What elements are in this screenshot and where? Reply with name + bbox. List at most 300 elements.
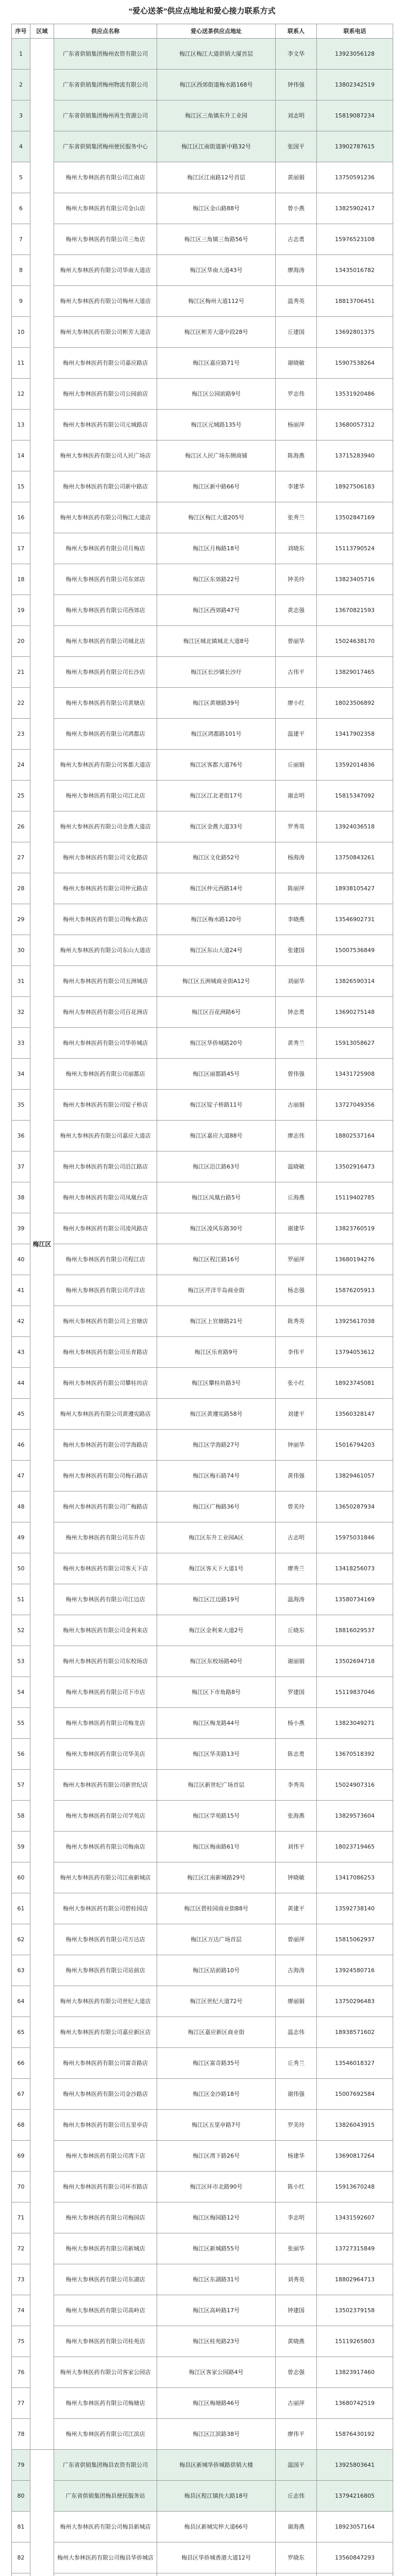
contact-phone: 13826590314 xyxy=(317,966,393,997)
row-number: 67 xyxy=(12,2079,30,2110)
site-name: 广东省供销集团梅县农资有限公司 xyxy=(54,2450,157,2481)
row-number: 2 xyxy=(12,70,30,100)
row-number: 66 xyxy=(12,2048,30,2079)
site-name: 梅州大参林医药有限公司百花洲店 xyxy=(54,997,157,1028)
row-number: 48 xyxy=(12,1492,30,1522)
contact-phone: 18938571602 xyxy=(317,2017,393,2048)
contact-phone: 13924036518 xyxy=(317,811,393,842)
site-name: 梅州大参林医药有限公司梅石路店 xyxy=(54,1461,157,1492)
contact-name: 温秀英 xyxy=(276,286,317,317)
site-name: 梅州大参林医药有限公司江南店 xyxy=(54,162,157,193)
contact-name: 曾小燕 xyxy=(276,193,317,224)
contact-name: 刘晓东 xyxy=(276,533,317,564)
contact-name: 罗美玲 xyxy=(276,2110,317,2141)
contact-phone: 15876205913 xyxy=(317,1275,393,1306)
contact-name: 李秀英 xyxy=(276,1770,317,1801)
row-number: 23 xyxy=(12,719,30,750)
contact-name: 钟建国 xyxy=(276,2295,317,2326)
contact-name: 黄伟强 xyxy=(276,1461,317,1492)
contact-name: 刘志明 xyxy=(276,100,317,131)
site-address: 梅江区西郊路47号 xyxy=(157,595,276,626)
site-name: 梅州大参林医药有限公司湾下店 xyxy=(54,2141,157,2172)
site-name: 广东省供销集团梅州物流有限公司 xyxy=(54,70,157,100)
site-name: 梅州大参林医药有限公司月梅店 xyxy=(54,533,157,564)
site-name: 梅州大参林医药有限公司梅州大道店 xyxy=(54,286,157,317)
row-number: 27 xyxy=(12,842,30,873)
site-address: 梅江区金沙路18号 xyxy=(157,2079,276,2110)
site-name: 梅州大参林医药有限公司东郊店 xyxy=(54,564,157,595)
row-number: 9 xyxy=(12,286,30,317)
contact-phone: 15976523108 xyxy=(317,224,393,255)
site-address: 梅江区攀桂坊路3号 xyxy=(157,1368,276,1399)
contact-phone: 13502694718 xyxy=(317,1646,393,1677)
row-number: 57 xyxy=(12,1770,30,1801)
site-name: 梅州大参林医药有限公司梅县新城店 xyxy=(54,2512,157,2543)
contact-name: 刘秀英 xyxy=(276,2264,317,2295)
contact-phone: 13560847293 xyxy=(317,2543,393,2573)
contact-name: 古志明 xyxy=(276,1522,317,1553)
contact-phone: 13502916473 xyxy=(317,1151,393,1182)
site-address: 梅江区江南街道新中路32号 xyxy=(157,131,276,162)
contact-name: 黄丽娟 xyxy=(276,162,317,193)
region-cell: 梅江区 xyxy=(30,39,54,2450)
contact-phone: 13580734169 xyxy=(317,1584,393,1615)
contact-name: 杨志强 xyxy=(276,1275,317,1306)
contact-phone: 13502379158 xyxy=(317,2295,393,2326)
site-address: 梅江区江滨路38号 xyxy=(157,2419,276,2450)
contact-phone: 13823049271 xyxy=(317,1708,393,1739)
row-number: 30 xyxy=(12,935,30,966)
site-address: 梅江区锭子桥路11号 xyxy=(157,1090,276,1121)
site-name: 梅州大参林医药有限公司五洲城店 xyxy=(54,966,157,997)
contact-phone xyxy=(317,2573,393,2576)
row-number: 73 xyxy=(12,2264,30,2295)
site-address: 梅江区梅园路12号 xyxy=(157,2202,276,2233)
contact-phone: 13715283940 xyxy=(317,440,393,471)
site-name: 梅州大参林医药有限公司站前店 xyxy=(54,1955,157,1986)
site-address: 梅江区学海路27号 xyxy=(157,1430,276,1461)
contact-phone: 13417086253 xyxy=(317,1862,393,1893)
contact-name: 陈小红 xyxy=(276,2172,317,2202)
row-number: 62 xyxy=(12,1924,30,1955)
site-address: 梅江区上官塘路21号 xyxy=(157,1306,276,1337)
contact-phone: 15016794203 xyxy=(317,1430,393,1461)
site-address: 梅江区新城路55号 xyxy=(157,2233,276,2264)
site-name: 梅州大参林医药有限公司富奇路店 xyxy=(54,2048,157,2079)
site-name: 梅州大参林医药有限公司彬芳大道店 xyxy=(54,317,157,348)
row-number: 79 xyxy=(12,2450,30,2481)
contact-name: 温国平 xyxy=(276,2450,317,2481)
site-name: 梅州大参林医药有限公司金沙路店 xyxy=(54,2079,157,2110)
site-name: 梅州大参林医药有限公司梅江大道店 xyxy=(54,502,157,533)
contact-phone: 13680742519 xyxy=(317,2388,393,2419)
row-number: 52 xyxy=(12,1615,30,1646)
contact-phone: 13431725908 xyxy=(317,1059,393,1090)
site-address: 梅江区月梅路18号 xyxy=(157,533,276,564)
site-name: 梅州大参林医药有限公司黄塘店 xyxy=(54,688,157,719)
site-name: 梅州大参林医药有限公司芹洋店 xyxy=(54,1275,157,1306)
site-name: 梅州大参林医药有限公司上官塘店 xyxy=(54,1306,157,1337)
table-header-row xyxy=(12,24,393,39)
contact-name: 杨丽萍 xyxy=(276,410,317,440)
site-address: 梅江区客都大道76号 xyxy=(157,750,276,781)
contact-phone: 15024907316 xyxy=(317,1770,393,1801)
contact-name: 丘丽娟 xyxy=(276,750,317,781)
site-name: 梅州大参林医药有限公司金利来店 xyxy=(54,1615,157,1646)
row-number: 32 xyxy=(12,997,30,1028)
site-name: 梅州大参林医药有限公司沿江路店 xyxy=(54,1151,157,1182)
row-number: 49 xyxy=(12,1522,30,1553)
contact-name: 曾志强 xyxy=(276,2357,317,2388)
site-address: 梅县区程江镇扶大路18号 xyxy=(157,2481,276,2512)
site-address: 梅江区梅龙路44号 xyxy=(157,1708,276,1739)
site-address: 梅江区东郊路22号 xyxy=(157,564,276,595)
site-name: 梅州大参林医药有限公司广梅路店 xyxy=(54,1492,157,1522)
site-name: 梅州大参林医药有限公司锭子桥店 xyxy=(54,1090,157,1121)
contact-name: 钟丽华 xyxy=(276,1430,317,1461)
site-name: 梅州大参林医药有限公司长沙店 xyxy=(54,657,157,688)
contact-phone: 13794053612 xyxy=(317,1337,393,1368)
contact-phone: 13531920486 xyxy=(317,379,393,410)
site-address: 梅县区新城宪梓大道66号 xyxy=(157,2512,276,2543)
contact-name: 曾伟强 xyxy=(276,1059,317,1090)
row-number: 76 xyxy=(12,2357,30,2388)
contact-phone: 15815062937 xyxy=(317,1924,393,1955)
site-address: 梅江区江北老街17号 xyxy=(157,781,276,811)
row-number: 21 xyxy=(12,657,30,688)
site-name: 梅州大参林医药有限公司嘉应路店 xyxy=(54,348,157,379)
site-name: 广东省供销集团梅州再生资源公司 xyxy=(54,100,157,131)
site-name: 广东省供销集团梅州农资有限公司 xyxy=(54,39,157,70)
row-number: 42 xyxy=(12,1306,30,1337)
site-name: 梅州大参林医药有限公司新城店 xyxy=(54,2233,157,2264)
contact-name: 廖海涛 xyxy=(276,255,317,286)
contact-phone: 13727049356 xyxy=(317,1090,393,1121)
site-address: 梅江区凤凰台路5号 xyxy=(157,1182,276,1213)
row-number: 44 xyxy=(12,1368,30,1399)
row-number: 8 xyxy=(12,255,30,286)
row-number: 68 xyxy=(12,2110,30,2141)
site-address: 梅江区新世纪广场首层 xyxy=(157,1770,276,1801)
contact-name: 丘志伟 xyxy=(276,2481,317,2512)
contact-name: 钟伟强 xyxy=(276,70,317,100)
row-number: 22 xyxy=(12,688,30,719)
row-number: 60 xyxy=(12,1862,30,1893)
contact-name: 丘秀兰 xyxy=(276,2048,317,2079)
site-name: 梅州大参林医药有限公司梅水路店 xyxy=(54,904,157,935)
contact-name: 张秀兰 xyxy=(276,502,317,533)
site-address: 梅江区嘉应路71号 xyxy=(157,348,276,379)
site-address: 梅江区学苑路15号 xyxy=(157,1801,276,1832)
site-name: 梅州大参林医药有限公司新中路店 xyxy=(54,471,157,502)
contact-name: 古丽娟 xyxy=(276,1090,317,1121)
contact-phone: 13923056128 xyxy=(317,39,393,70)
row-number: 78 xyxy=(12,2419,30,2450)
contact-name: 罗晓东 xyxy=(276,2543,317,2573)
site-address: 梅江区丽都路45号 xyxy=(157,1059,276,1090)
contact-phone: 13924580716 xyxy=(317,1955,393,1986)
contact-name: 廖小红 xyxy=(276,688,317,719)
row-number: 37 xyxy=(12,1151,30,1182)
site-address: 梅江区百花洲路6号 xyxy=(157,997,276,1028)
contact-name: 李建华 xyxy=(276,471,317,502)
row-number: 26 xyxy=(12,811,30,842)
contact-phone: 13546902731 xyxy=(317,904,393,935)
row-number: 47 xyxy=(12,1461,30,1492)
contact-phone: 13560328147 xyxy=(317,1399,393,1430)
row-number: 46 xyxy=(12,1430,30,1461)
row-number: 31 xyxy=(12,966,30,997)
site-address: 梅江区文化路52号 xyxy=(157,842,276,873)
contact-phone: 15907538264 xyxy=(317,348,393,379)
site-name: 梅州大参林医药有限公司三角店 xyxy=(54,224,157,255)
site-name: 广东省供销集团梅县便民服务站 xyxy=(54,2481,157,2512)
row-number: 53 xyxy=(12,1646,30,1677)
row-number: 5 xyxy=(12,162,30,193)
contact-name: 谢伟强 xyxy=(276,2079,317,2110)
contact-phone: 13502847169 xyxy=(317,502,393,533)
row-number: 1 xyxy=(12,39,30,70)
contact-phone: 18023719465 xyxy=(317,1832,393,1862)
contact-phone: 15815347092 xyxy=(317,781,393,811)
site-address: 梅江区公园前路9号 xyxy=(157,379,276,410)
contact-name: 古伟平 xyxy=(276,657,317,688)
row-number: 38 xyxy=(12,1182,30,1213)
contact-phone: 13750296483 xyxy=(317,1986,393,2017)
contact-name: 罗志伟 xyxy=(276,379,317,410)
site-address: 梅江区世纪大道72号 xyxy=(157,1986,276,2017)
site-address: 梅江区华侨城路20号 xyxy=(157,1028,276,1059)
site-name: 梅州大参林医药有限公司五里亭店 xyxy=(54,2110,157,2141)
site-name: 梅州大参林医药有限公司环市路店 xyxy=(54,2172,157,2202)
row-number: 12 xyxy=(12,379,30,410)
contact-name: 黄建平 xyxy=(276,1893,317,1924)
row-number: 70 xyxy=(12,2172,30,2202)
site-name: 梅州大参林医药有限公司客天下店 xyxy=(54,1553,157,1584)
contact-phone: 13418256073 xyxy=(317,1553,393,1584)
site-name: 梅州大参林医药有限公司程江店 xyxy=(54,1244,157,1275)
contact-phone: 15119265803 xyxy=(317,2326,393,2357)
site-name: 梅州大参林医药有限公司学海路店 xyxy=(54,1430,157,1461)
contact-phone: 15007536849 xyxy=(317,935,393,966)
site-name: 梅州大参林医药有限公司万达店 xyxy=(54,1924,157,1955)
contact-phone: 13690275148 xyxy=(317,997,393,1028)
site-address: 梅江区五洲城商业街A12号 xyxy=(157,966,276,997)
row-number: 80 xyxy=(12,2481,30,2512)
site-name: 梅州大参林医药有限公司西郊店 xyxy=(54,595,157,626)
site-address: 梅江区沿江路63号 xyxy=(157,1151,276,1182)
contact-name: 李文华 xyxy=(276,39,317,70)
contact-name: 丘海燕 xyxy=(276,1182,317,1213)
row-number: 40 xyxy=(12,1244,30,1275)
contact-name: 刘伟平 xyxy=(276,1832,317,1862)
site-address: 梅江区江南新城路29号 xyxy=(157,1862,276,1893)
contact-phone: 15975031846 xyxy=(317,1522,393,1553)
site-name: 梅州大参林医药有限公司华美店 xyxy=(54,1739,157,1770)
contact-phone: 15913058627 xyxy=(317,1028,393,1059)
contact-name: 李伟平 xyxy=(276,1337,317,1368)
site-address: 梅江区梅水路120号 xyxy=(157,904,276,935)
contact-phone: 13794216805 xyxy=(317,2481,393,2512)
site-name: 梅州大参林医药有限公司客家公园店 xyxy=(54,2357,157,2388)
contact-name xyxy=(276,2573,317,2576)
contact-phone: 15119402785 xyxy=(317,1182,393,1213)
site-address: 梅江区江南路12号首层 xyxy=(157,162,276,193)
site-name: 梅州大参林医药有限公司梅县华侨城店 xyxy=(54,2543,157,2573)
header-address: 爱心送茶供应点地址 xyxy=(157,24,276,39)
row-number: 25 xyxy=(12,781,30,811)
contact-name: 曾丽萍 xyxy=(276,1924,317,1955)
contact-phone: 15024638170 xyxy=(317,626,393,657)
site-address: 梅江区梅江大道205号 xyxy=(157,502,276,533)
contact-name: 刘建平 xyxy=(276,1399,317,1430)
site-name: 梅州大参林医药有限公司东山大道店 xyxy=(54,935,157,966)
contact-name: 黄志强 xyxy=(276,595,317,626)
row-number: 50 xyxy=(12,1553,30,1584)
contact-name: 钟志勇 xyxy=(276,997,317,1028)
row-number: 72 xyxy=(12,2233,30,2264)
row-number: 24 xyxy=(12,750,30,781)
contact-phone: 13823760519 xyxy=(317,1213,393,1244)
contact-name: 谢志明 xyxy=(276,781,317,811)
site-name xyxy=(54,2573,157,2576)
row-number: 18 xyxy=(12,564,30,595)
row-number: 10 xyxy=(12,317,30,348)
site-address: 梅江区下市角路8号 xyxy=(157,1677,276,1708)
page-title: “爱心送茶”供应点地址和爱心接力联系方式 xyxy=(128,7,276,15)
row-number: 28 xyxy=(12,873,30,904)
site-name: 梅州大参林医药有限公司华南大道店 xyxy=(54,255,157,286)
contact-phone: 13823405716 xyxy=(317,564,393,595)
site-address: 梅江区长沙镇长沙圩 xyxy=(157,657,276,688)
contact-name: 黄秀兰 xyxy=(276,1028,317,1059)
contact-phone: 18938105427 xyxy=(317,873,393,904)
site-address: 梅江区华南大道43号 xyxy=(157,255,276,286)
contact-name: 陈秀英 xyxy=(276,1306,317,1337)
site-address: 梅江区五里亭路7号 xyxy=(157,2110,276,2141)
row-number: 81 xyxy=(12,2512,30,2543)
site-address: 梅江区嘉应大道88号 xyxy=(157,1121,276,1151)
site-address: 梅江区凌风东路30号 xyxy=(157,1213,276,1244)
contact-phone: 13925803641 xyxy=(317,2450,393,2481)
row-number: 55 xyxy=(12,1708,30,1739)
contact-name: 钟美玲 xyxy=(276,564,317,595)
header-site-name: 供应点名称 xyxy=(54,24,157,39)
contact-name: 刘丽华 xyxy=(276,966,317,997)
contact-name: 杨建华 xyxy=(276,2141,317,2172)
contact-phone: 13826043915 xyxy=(317,2110,393,2141)
site-address: 梅江区程江路16号 xyxy=(157,1244,276,1275)
site-address: 梅江区人民广场东侧商铺 xyxy=(157,440,276,471)
row-number: 74 xyxy=(12,2295,30,2326)
contact-name: 张丽华 xyxy=(276,2233,317,2264)
header-number: 序号 xyxy=(12,24,30,39)
row-number: 3 xyxy=(12,100,30,131)
site-name: 广东省供销集团梅州便民服务中心 xyxy=(54,131,157,162)
site-address: 梅江区梅江大道供销大厦首层 xyxy=(157,39,276,70)
site-name: 梅州大参林医药有限公司梅南店 xyxy=(54,1832,157,1862)
row-number: 65 xyxy=(12,2017,30,2048)
row-number: 71 xyxy=(12,2202,30,2233)
site-address: 梅江区元城路135号 xyxy=(157,410,276,440)
row-number: 11 xyxy=(12,348,30,379)
contact-phone: 18927506183 xyxy=(317,471,393,502)
contact-phone: 13680194276 xyxy=(317,1244,393,1275)
contact-name: 温建平 xyxy=(276,719,317,750)
site-name: 梅州大参林医药有限公司公园前店 xyxy=(54,379,157,410)
row-number xyxy=(12,2573,30,2576)
site-address: 梅江区东升工业园A区 xyxy=(157,1522,276,1553)
row-number: 15 xyxy=(12,471,30,502)
site-name: 梅州大参林医药有限公司东升店 xyxy=(54,1522,157,1553)
site-address: 梅江区东校场路40号 xyxy=(157,1646,276,1677)
region-section xyxy=(12,2450,393,2576)
site-name: 梅州大参林医药有限公司攀桂坊店 xyxy=(54,1368,157,1399)
contact-name: 丘晓东 xyxy=(276,1615,317,1646)
row-number: 13 xyxy=(12,410,30,440)
header-region: 区域 xyxy=(30,24,54,39)
contact-phone: 13750843261 xyxy=(317,842,393,873)
site-name: 梅州大参林医药有限公司丽都店 xyxy=(54,1059,157,1090)
row-number: 61 xyxy=(12,1893,30,1924)
row-number: 82 xyxy=(12,2543,30,2573)
contact-name: 杨海涛 xyxy=(276,842,317,873)
site-address: 梅江区鸿都路101号 xyxy=(157,719,276,750)
contact-name: 黄晓燕 xyxy=(276,2326,317,2357)
contact-name: 温志伟 xyxy=(276,2017,317,2048)
contact-phone: 13592014836 xyxy=(317,750,393,781)
contact-phone: 18816029537 xyxy=(317,1615,393,1646)
contact-name: 陈海燕 xyxy=(276,440,317,471)
contact-phone: 18923057164 xyxy=(317,2512,393,2543)
site-name: 梅州大参林医药有限公司江滨店 xyxy=(54,2419,157,2450)
site-address: 梅江区碧桂园商业街B8号 xyxy=(157,1893,276,1924)
site-address: 梅江区乐育路9号 xyxy=(157,1337,276,1368)
site-name: 梅州大参林医药有限公司梅龙店 xyxy=(54,1708,157,1739)
contact-phone: 13690817264 xyxy=(317,2141,393,2172)
site-address: 梅江区桂苑路23号 xyxy=(157,2326,276,2357)
row-number: 45 xyxy=(12,1399,30,1430)
site-name: 梅州大参林医药有限公司学苑店 xyxy=(54,1801,157,1832)
contact-phone: 13829461057 xyxy=(317,1461,393,1492)
contact-phone: 13650287934 xyxy=(317,1492,393,1522)
site-address: 梅江区东湖路31号 xyxy=(157,2264,276,2295)
contact-name: 谢晓敏 xyxy=(276,348,317,379)
contact-name: 廖伟平 xyxy=(276,2419,317,2450)
contact-phone: 13692801375 xyxy=(317,317,393,348)
site-name: 梅州大参林医药有限公司黄遵宪路店 xyxy=(54,1399,157,1430)
contact-name: 古丽萍 xyxy=(276,2388,317,2419)
site-address: 梅江区梅石路74号 xyxy=(157,1461,276,1492)
site-name: 梅州大参林医药有限公司鸿都店 xyxy=(54,719,157,750)
site-name: 梅州大参林医药有限公司客都大道店 xyxy=(54,750,157,781)
contact-name: 罗丽萍 xyxy=(276,1244,317,1275)
region-section xyxy=(12,39,393,2450)
row-number: 41 xyxy=(12,1275,30,1306)
contact-phone: 13902787615 xyxy=(317,131,393,162)
contact-name: 丘建国 xyxy=(276,317,317,348)
contact-name: 曾丽华 xyxy=(276,626,317,657)
site-address: 梅江区东山大道24号 xyxy=(157,935,276,966)
contact-name: 陈志勇 xyxy=(276,1739,317,1770)
site-address: 梅江区高岭路17号 xyxy=(157,2295,276,2326)
row-number: 56 xyxy=(12,1739,30,1770)
contact-phone: 15876430192 xyxy=(317,2419,393,2450)
contact-name: 张海燕 xyxy=(276,1801,317,1832)
contact-name: 张小红 xyxy=(276,1368,317,1399)
site-address: 梅江区金燕大道33号 xyxy=(157,811,276,842)
contact-phone: 13823917460 xyxy=(317,2357,393,2388)
